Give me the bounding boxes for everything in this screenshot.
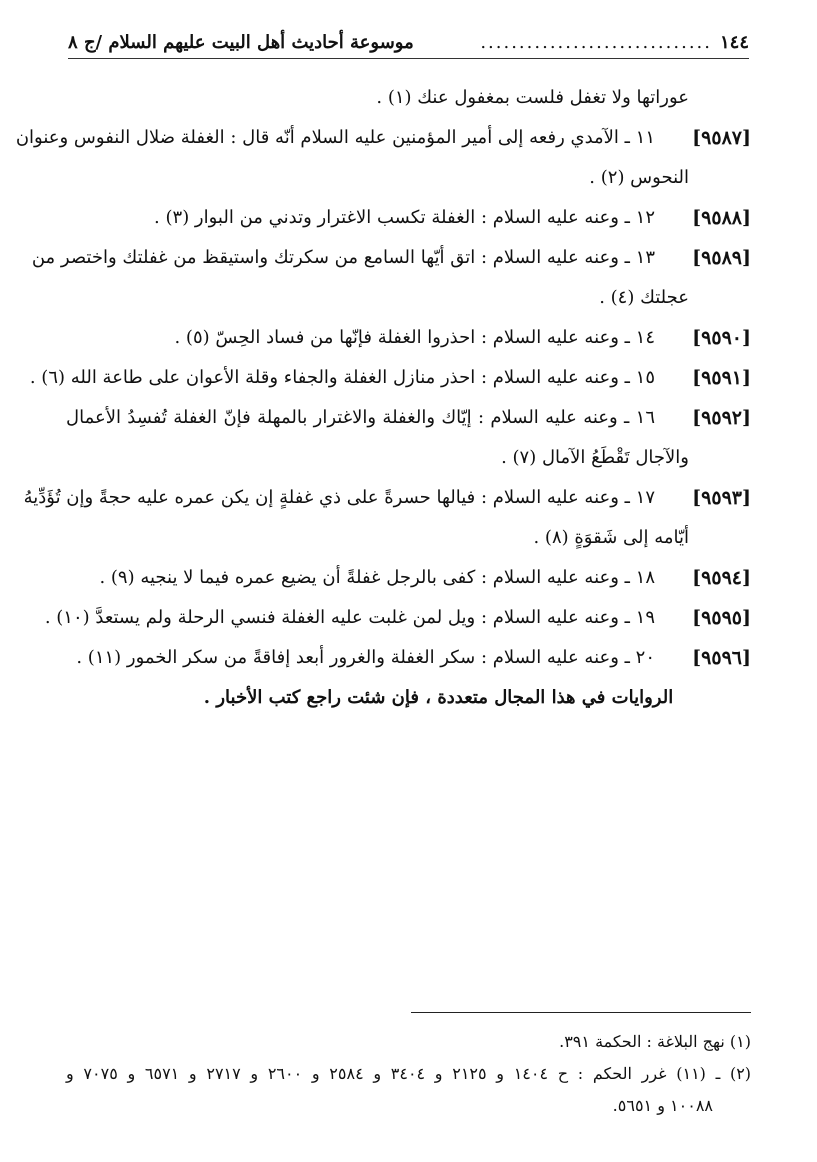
line-text: عجلتك (٤) . (599, 287, 689, 308)
hadith-text: ١٨ ـ وعنه عليه السلام : كفى بالرجل غفلةً أن يضيع عمره فيما لا ينجيه (٩) . (99, 567, 655, 588)
footnote-2-cont: ١٠٠٨٨ و ٥٦٥١. (612, 1096, 713, 1115)
hadith-9589 (31, 238, 751, 278)
text-line (66, 158, 751, 198)
hadith-number: [٩٥٩٦] (692, 647, 751, 669)
hadith-number: [٩٥٩٣] (692, 487, 751, 509)
line-text: عوراتها ولا تغفل فلست بمغفول عنك (١) . (376, 87, 689, 108)
hadith-9596 (66, 638, 751, 678)
line-text: أيّامه إلى شَقوَةٍ (٨) . (533, 527, 689, 548)
hadith-9590 (66, 318, 751, 358)
hadith-text: ١٤ ـ وعنه عليه السلام : احذروا الغفلة فإنّها من فساد الحِسّ (٥) . (174, 327, 655, 348)
footnotes (66, 1026, 751, 1122)
hadith-number: [٩٥٨٧] (692, 127, 751, 149)
hadith-9591 (29, 358, 751, 398)
text-line (66, 438, 751, 478)
hadith-text: ٢٠ ـ وعنه عليه السلام : سكر الغفلة والغرور أبعد إفاقةً من سكر الخمور (١١) . (76, 647, 655, 668)
text-line (66, 518, 751, 558)
hadith-9594 (66, 558, 751, 598)
hadith-9587 (15, 118, 751, 158)
footnote-1: (١) نهج البلاغة : الحكمة ٣٩١. (559, 1032, 751, 1051)
hadith-number: [٩٥٩١] (692, 367, 751, 389)
hadith-9595 (44, 598, 751, 638)
hadith-text: ١٩ ـ وعنه عليه السلام : ويل لمن غلبت عليه الغفلة فنسي الرحلة ولم يستعدَّ (١٠) . (44, 607, 655, 628)
footnote-divider (411, 1012, 751, 1013)
header-leader-dots: .............................. (480, 31, 712, 53)
header-right (480, 32, 749, 53)
closing-note: الروايات في هذا المجال متعددة ، فإن شئت راجع كتب الأخبار . (203, 687, 674, 708)
hadith-text: ١٣ ـ وعنه عليه السلام : اتق أيّها السامع من سكرتك واستيقظ من غفلتك واختصر من (31, 247, 655, 268)
hadith-number: [٩٥٩٤] (692, 567, 751, 589)
hadith-9592 (66, 398, 751, 438)
line-text: والآجال تَقْطَعُ الآمال (٧) . (501, 447, 689, 468)
hadith-number: [٩٥٩٢] (692, 407, 751, 429)
hadith-9588 (66, 198, 751, 238)
hadith-number: [٩٥٨٩] (692, 247, 751, 269)
hadith-number: [٩٥٩٠] (692, 327, 751, 349)
book-title: موسوعة أحاديث أهل البيت عليهم السلام /ج ٨ (68, 31, 414, 53)
hadith-9593 (23, 478, 751, 518)
hadith-text: ١٥ ـ وعنه عليه السلام : احذر منازل الغفلة والجفاء وقلة الأعوان على طاعة الله (٦) . (29, 367, 655, 388)
hadith-number: [٩٥٨٨] (692, 207, 751, 229)
page-number: ١٤٤ (719, 31, 749, 53)
hadith-text: ١٢ ـ وعنه عليه السلام : الغفلة تكسب الاغترار وتدني من البوار (٣) . (154, 207, 655, 228)
hadith-text: ١١ ـ الآمدي رفعه إلى أمير المؤمنين عليه السلام أنّه قال : الغفلة ضلال النفوس وعنوان (15, 127, 655, 148)
main-text (15, 78, 751, 718)
line-text: النحوس (٢) . (589, 167, 689, 188)
hadith-text: ١٦ ـ وعنه عليه السلام : إيّاك والغفلة والاغترار بالمهلة فإنّ الغفلة تُفسِدُ الأعمال (66, 407, 655, 428)
text-line (66, 278, 751, 318)
hadith-number: [٩٥٩٥] (692, 607, 751, 629)
running-header (68, 26, 749, 59)
footnote-2: (٢) ـ (١١) غرر الحكم : ح ١٤٠٤ و ٢١٢٥ و ٣٤٠٤ و ٢٥٨٤ و ٢٦٠٠ و ٢٧١٧ و ٦٥٧١ و ٧٠٧٥ و (66, 1064, 752, 1083)
hadith-text: ١٧ ـ وعنه عليه السلام : فيالها حسرةً على ذي غفلةٍ إن يكن عمره عليه حجةً وإن تُؤَدِّيهُ (23, 487, 655, 508)
text-line (66, 78, 751, 118)
